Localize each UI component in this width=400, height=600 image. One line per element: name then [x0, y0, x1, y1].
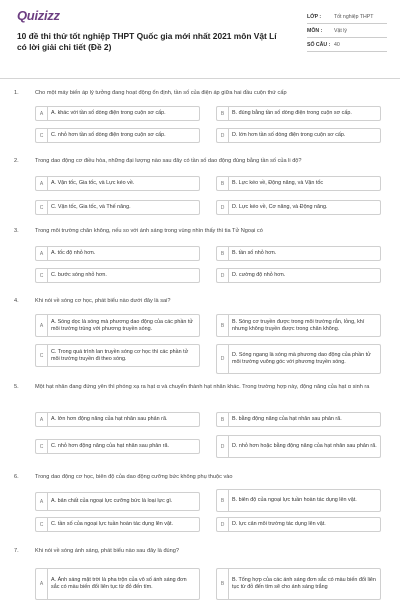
option-letter: D	[217, 269, 229, 282]
option-letter: A	[36, 107, 48, 120]
option-text: A. khác với tần số dòng điện trong cuộn sơ cấp.	[51, 110, 166, 116]
option-text: D. nhỏ hơn hoặc bằng động năng của hạt nhân sau phản rã.	[232, 443, 377, 449]
option-d[interactable]	[216, 128, 381, 143]
option-c[interactable]	[35, 200, 200, 215]
question-5	[14, 384, 388, 464]
meta-class-label: LỚP :	[307, 14, 322, 20]
meta-count-value: 40	[334, 42, 340, 48]
meta-subject-row	[307, 28, 387, 34]
option-d[interactable]	[216, 200, 381, 215]
option-letter: C	[36, 201, 48, 214]
option-letter: B	[217, 247, 229, 260]
option-letter: B	[217, 569, 229, 599]
option-b[interactable]	[216, 106, 381, 121]
option-text: A. lớn hơn động năng của hạt nhân sau phản rã.	[51, 416, 168, 422]
option-letter: B	[217, 177, 229, 190]
meta-count-label: SỐ CÂU :	[307, 42, 331, 48]
option-text: B. bằng động năng của hạt nhân sau phản rã.	[232, 416, 342, 422]
meta-class-value: Tốt nghiệp THPT	[334, 14, 374, 20]
divider	[307, 37, 387, 38]
divider	[307, 51, 387, 52]
option-text: C. tần số của ngoại lực tuần hoàn tác dụng lên vật.	[51, 521, 173, 527]
worksheet-meta	[307, 14, 387, 56]
question-number: 6.	[14, 474, 19, 480]
option-d[interactable]	[216, 517, 381, 532]
option-letter: D	[217, 436, 229, 457]
option-text: B. Lực kéo về, Động năng, và Vận tốc	[232, 180, 324, 186]
option-text: C. nhỏ hơn tần số dòng điện trong cuộn sơ cấp.	[51, 132, 166, 138]
option-letter: B	[217, 107, 229, 120]
question-text: Một hạt nhân đang đứng yên thì phóng xạ ra hạt α và chuyển thành hạt nhân khác. Trong trường hợp này, động năng của hạt α sinh ra	[35, 384, 370, 390]
option-letter: C	[36, 269, 48, 282]
option-text: D. cường độ nhỏ hơn.	[232, 272, 286, 278]
option-text: A. bản chất của ngoại lực cưỡng bức là loại lực gì.	[51, 498, 173, 504]
worksheet-title: 10 đề thi thử tốt nghiệp THPT Quốc gia mới nhất 2021 môn Vật Lí có lời giải chi tiết (Đề 2)	[17, 31, 277, 52]
question-number: 7.	[14, 548, 19, 554]
option-a[interactable]	[35, 314, 200, 337]
option-text: C. nhỏ hơn động năng của hạt nhân sau phản rã.	[51, 443, 170, 449]
option-text: C. bước sóng nhỏ hơn.	[51, 272, 107, 278]
question-text: Trong môi trường chân không, nếu so với ánh sáng trong vùng nhìn thấy thì tia Tử Ngoại có	[35, 228, 263, 234]
option-letter: C	[36, 345, 48, 366]
option-text: C. Trong quá trình lan truyền sóng cơ học thì các phần tử môi trường truyền đi theo sóng.	[51, 348, 189, 362]
option-c[interactable]	[35, 439, 200, 454]
option-a[interactable]	[35, 492, 200, 511]
option-letter: B	[217, 315, 229, 336]
option-letter: C	[36, 518, 48, 531]
option-b[interactable]	[216, 314, 381, 337]
option-text: D. lực cản môi trường tác dụng lên vật.	[232, 521, 326, 527]
question-text: Khi nói về sóng cơ học, phát biểu nào dưới đây là sai?	[35, 298, 171, 304]
option-letter: A	[36, 315, 48, 336]
option-d[interactable]	[216, 268, 381, 283]
option-letter: C	[36, 440, 48, 453]
meta-subject-value: Vật lý	[334, 28, 347, 34]
question-4	[14, 298, 388, 376]
header-divider	[0, 78, 400, 79]
option-text: A. tốc độ nhỏ hơn.	[51, 250, 96, 256]
option-c[interactable]	[35, 517, 200, 532]
question-2	[14, 158, 388, 218]
worksheet-header	[0, 0, 400, 82]
question-7	[14, 548, 388, 600]
divider	[307, 23, 387, 24]
option-text: A. Vận tốc, Gia tốc, và Lực kéo về.	[51, 180, 135, 186]
question-1	[14, 90, 388, 148]
option-text: B. tần số nhỏ hơn.	[232, 250, 277, 256]
option-text: B. Sóng cơ truyền được trong môi trường rắn, lỏng, khí nhưng không truyền được trong chân không.	[232, 318, 365, 332]
option-text: D. Sóng ngang là sóng mà phương dao động của phần tử môi trường vuông góc với phương truyền sóng.	[232, 352, 371, 365]
option-text: B. Tổng hợp của các ánh sáng đơn sắc có màu biến đổi liên tục từ đỏ đến tím sẽ cho ánh sáng trắng	[232, 577, 376, 590]
option-letter: B	[217, 413, 229, 426]
option-text: A. Sóng dọc là sóng mà phương dao động của các phần tử môi trường trùng với phương truyền sóng.	[51, 318, 194, 332]
option-c[interactable]	[35, 344, 200, 367]
option-text: D. Lực kéo về, Cơ năng, và Động năng.	[232, 204, 328, 210]
option-b[interactable]	[216, 246, 381, 261]
question-number: 3.	[14, 228, 19, 234]
option-letter: D	[217, 201, 229, 214]
option-d[interactable]	[216, 435, 381, 458]
option-letter: A	[36, 569, 48, 599]
question-number: 5.	[14, 384, 19, 390]
option-text: B. biên độ của ngoại lực tuần hoàn tác dụng lên vật.	[232, 497, 357, 503]
option-b[interactable]	[216, 412, 381, 427]
option-text: B. đúng bằng tần số dòng điện trong cuộn sơ cấp.	[232, 110, 352, 116]
question-3	[14, 228, 388, 288]
question-text: Trong dao động cơ học, biên độ của dao động cưỡng bức không phụ thuộc vào	[35, 474, 233, 480]
option-letter: B	[217, 490, 229, 511]
question-text: Trong dao động cơ điều hòa, những đại lượng nào sau đây có tần số dao động đúng bằng tần số của li độ?	[35, 158, 302, 164]
question-number: 4.	[14, 298, 19, 304]
option-letter: A	[36, 493, 48, 510]
option-letter: D	[217, 345, 229, 373]
option-letter: A	[36, 177, 48, 190]
option-text: C. Vận tốc, Gia tốc, và Thế năng.	[51, 204, 131, 210]
option-letter: C	[36, 129, 48, 142]
option-c[interactable]	[35, 128, 200, 143]
quizizz-logo: Quizizz	[17, 8, 60, 23]
question-6	[14, 474, 388, 540]
option-letter: A	[36, 247, 48, 260]
option-a[interactable]	[35, 412, 200, 427]
meta-subject-label: MÔN :	[307, 28, 323, 34]
meta-class-row	[307, 14, 387, 20]
option-a[interactable]	[35, 246, 200, 261]
question-text: Khi nói về sóng ánh sáng, phát biểu nào sau đây là đúng?	[35, 548, 179, 554]
option-a[interactable]	[35, 176, 200, 191]
question-number: 2.	[14, 158, 19, 164]
option-a[interactable]	[35, 106, 200, 121]
option-text: A. Ánh sáng mặt trời là pha trộn của vô số ánh sáng đơn sắc có màu biến đổi liên tục từ đỏ đến tím.	[51, 577, 187, 590]
option-b[interactable]	[216, 568, 381, 600]
option-b[interactable]	[216, 489, 381, 512]
option-a[interactable]	[35, 568, 200, 600]
option-letter: D	[217, 518, 229, 531]
meta-count-row	[307, 42, 387, 48]
option-c[interactable]	[35, 268, 200, 283]
option-d[interactable]	[216, 344, 381, 374]
option-letter: A	[36, 413, 48, 426]
option-letter: D	[217, 129, 229, 142]
option-text: D. lớn hơn tần số dòng điện trong cuộn sơ cấp.	[232, 132, 346, 138]
question-text: Cho một máy biến áp lý tưởng đang hoạt động ổn định, tần số của điện áp giữa hai đầu cuộn thứ cấp	[35, 90, 287, 96]
question-number: 1.	[14, 90, 19, 96]
option-b[interactable]	[216, 176, 381, 191]
